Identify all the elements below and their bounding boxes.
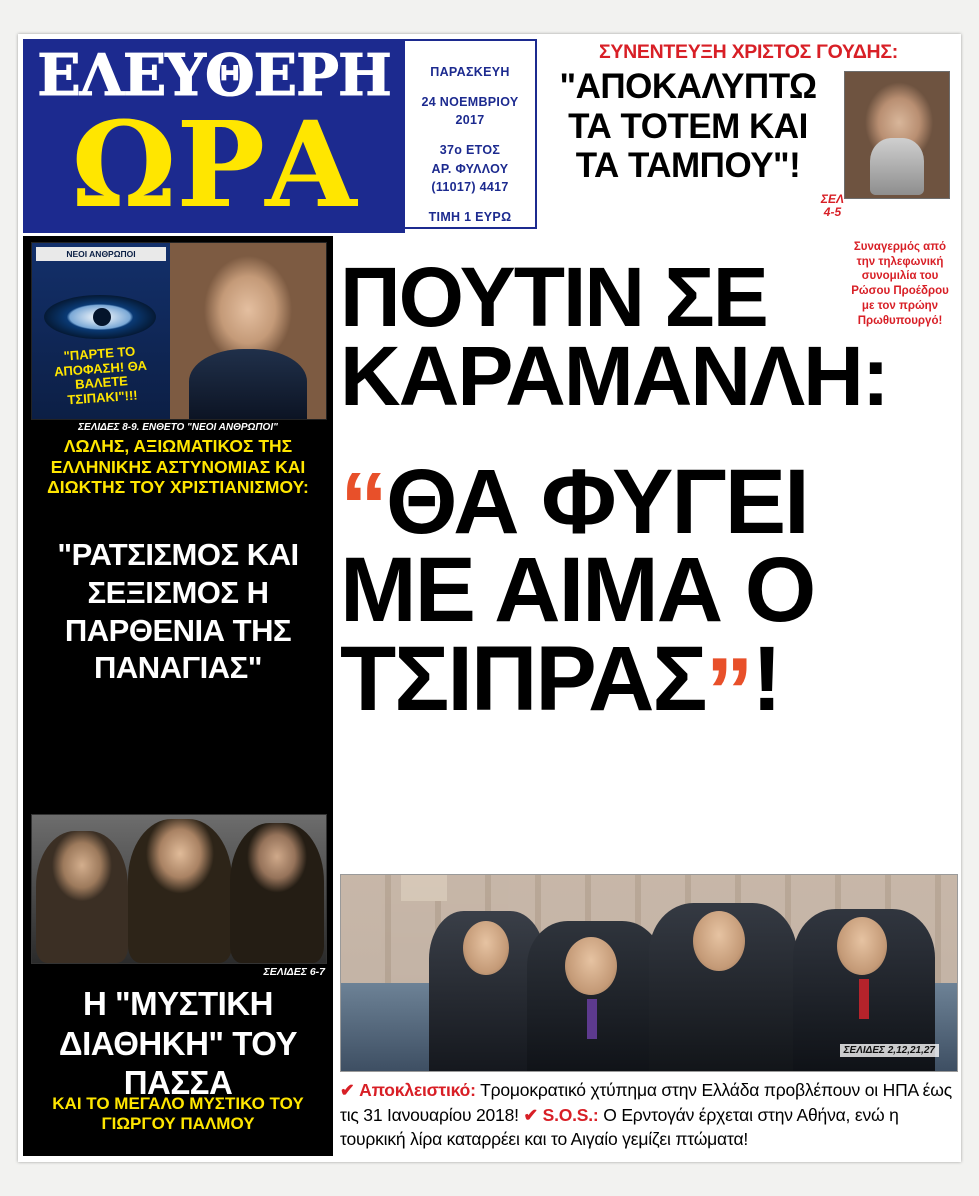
leader-head-2	[565, 937, 617, 995]
interview-headline: "ΑΠΟΚΑΛΥΠΤΩ ΤΑ ΤΟΤΕΜ ΚΑΙ ΤΑ ΤΑΜΠΟΥ"!	[559, 67, 817, 186]
magazine-cover-quote: "ΠΑΡΤΕ ΤΟ ΑΠΟΦΑΣΗ! ΘΑ ΒΑΛΕΤΕ ΤΣΙΠΑΚΙ"!!!	[53, 343, 148, 408]
leader-tie-4	[859, 979, 869, 1019]
photo-face-right	[230, 823, 324, 963]
leader-head-3	[693, 911, 745, 971]
footer-label-2: S.O.S.:	[542, 1104, 599, 1125]
issue-volume: 37ο ΕΤΟΣ	[439, 143, 501, 158]
main-headline-quote-text: ΘΑ ΦΥΓΕΙ ΜΕ ΑΙΜΑ Ο ΤΣΙΠΡΑΣ	[340, 451, 815, 730]
issue-price: ΤΙΜΗ 1 ΕΥΡΩ	[428, 209, 512, 224]
issue-info-box	[403, 39, 537, 229]
leader-head-4	[837, 917, 887, 975]
magazine-cover-photo	[31, 242, 327, 420]
officer-portrait-photo	[170, 243, 326, 419]
footer-teasers	[340, 1078, 956, 1152]
issue-day: ΠΑΡΑΣΚΕΥΗ	[430, 65, 510, 79]
masthead	[18, 34, 961, 232]
left-top-page-reference: ΣΕΛΙΔΕΣ 8-9. ΕΝΘΕΤΟ "ΝΕΟΙ ΑΝΘΡΩΠΟΙ"	[78, 422, 278, 433]
footer-teaser-1[interactable]	[340, 1078, 956, 1152]
main-story-column	[340, 236, 956, 1156]
publication-logo	[23, 39, 405, 233]
footer-text-1: Τρομοκρατικό χτύπημα στην Ελλάδα προβλέπουν οι ΗΠΑ έως τις 31 Ιανουαρίου 2018!	[340, 1080, 952, 1125]
front-page	[18, 34, 961, 1162]
footer-text-2: Ο Ερντογάν έρχεται στην Αθήνα, ενώ η τουρκική λίρα καταρρέει και το Αιγαίο γεμίζει πτώματα!	[340, 1104, 899, 1149]
leader-tie-2	[587, 999, 597, 1039]
left-story-column	[23, 236, 333, 1156]
photo-face-left	[36, 831, 128, 963]
left-bottom-page-reference: ΣΕΛΙΔΕΣ 6-7	[263, 966, 325, 978]
photo-face-center	[128, 819, 232, 963]
quote-mark-open: “	[340, 453, 386, 560]
three-men-photo	[31, 814, 327, 964]
logo-line-2: ΩΡΑ	[71, 95, 357, 233]
issue-number-label: ΑΡ. ΦΥΛΛΟΥ	[431, 161, 509, 176]
main-headline-quote	[340, 451, 956, 745]
interview-ref-line-1: ΣΕΛ	[820, 191, 844, 206]
check-icon-1: ✔	[340, 1080, 355, 1100]
interview-portrait-photo	[844, 71, 950, 199]
quote-mark-close: ”	[705, 637, 752, 745]
leader-head-1	[463, 921, 509, 975]
left-story-kicker: ΛΩΛΗΣ, ΑΞΙΩΜΑΤΙΚΟΣ ΤΗΣ ΕΛΛΗΝΙΚΗΣ ΑΣΤΥΝΟΜΙΑΣ ΚΑΙ ΔΙΩΚΤΗΣ ΤΟΥ ΧΡΙΣΤΙΑΝΙΣΜΟΥ:	[47, 436, 309, 498]
issue-date: 24 ΝΟΕΜΒΡΙΟΥ	[421, 95, 519, 110]
footer-label-1: Αποκλειστικό:	[359, 1080, 476, 1100]
photo-page-reference: ΣΕΛΙΔΕΣ 2,12,21,27	[840, 1044, 939, 1057]
issue-year: 2017	[455, 113, 485, 128]
interview-kicker: ΣΥΝΕΝΤΕΥΞΗ ΧΡΙΣΤΟΣ ΓΟΥΔΗΣ:	[599, 41, 898, 63]
magazine-title: ΝΕΟΙ ΑΝΘΡΩΠΟΙ	[36, 247, 166, 261]
left-secondary-headline: Η "ΜΥΣΤΙΚΗ ΔΙΑΘΗΚΗ" ΤΟΥ ΠΑΣΣΑ	[58, 985, 298, 1102]
check-icon-2: ✔	[523, 1104, 538, 1125]
main-headline-exclamation: !	[751, 627, 781, 730]
logo-line-1: ΕΛΕΥΘΕΡΗ	[37, 42, 391, 109]
leaders-photo	[340, 874, 958, 1072]
left-story-headline: "ΡΑΤΣΙΣΜΟΣ ΚΑΙ ΣΕΞΙΣΜΟΣ Η ΠΑΡΘΕΝΙΑ ΤΗΣ ΠΑΝΑΓΙΑΣ"	[57, 537, 299, 686]
interview-teaser[interactable]	[541, 39, 956, 229]
eye-graphic	[44, 295, 156, 339]
main-headline-top: ΠΟΥΤΙΝ ΣΕ ΚΑΡΑΜΑΝΛΗ:	[340, 250, 888, 423]
magazine-cover-left-panel	[32, 243, 170, 419]
issue-number: (11017) 4417	[431, 179, 509, 194]
interview-page-reference	[821, 193, 844, 219]
left-secondary-subheadline: ΚΑΙ ΤΟ ΜΕΓΑΛΟ ΜΥΣΤΙΚΟ ΤΟΥ ΓΙΩΡΓΟΥ ΠΑΛΜΟΥ	[52, 1094, 304, 1134]
main-alarm-note: Συναγερμός από την τηλεφωνική συνομιλία του Ρώσου Προέδρου με τον πρώην Πρωθυπουργό!	[851, 241, 949, 327]
interview-ref-line-2: 4-5	[823, 204, 842, 219]
